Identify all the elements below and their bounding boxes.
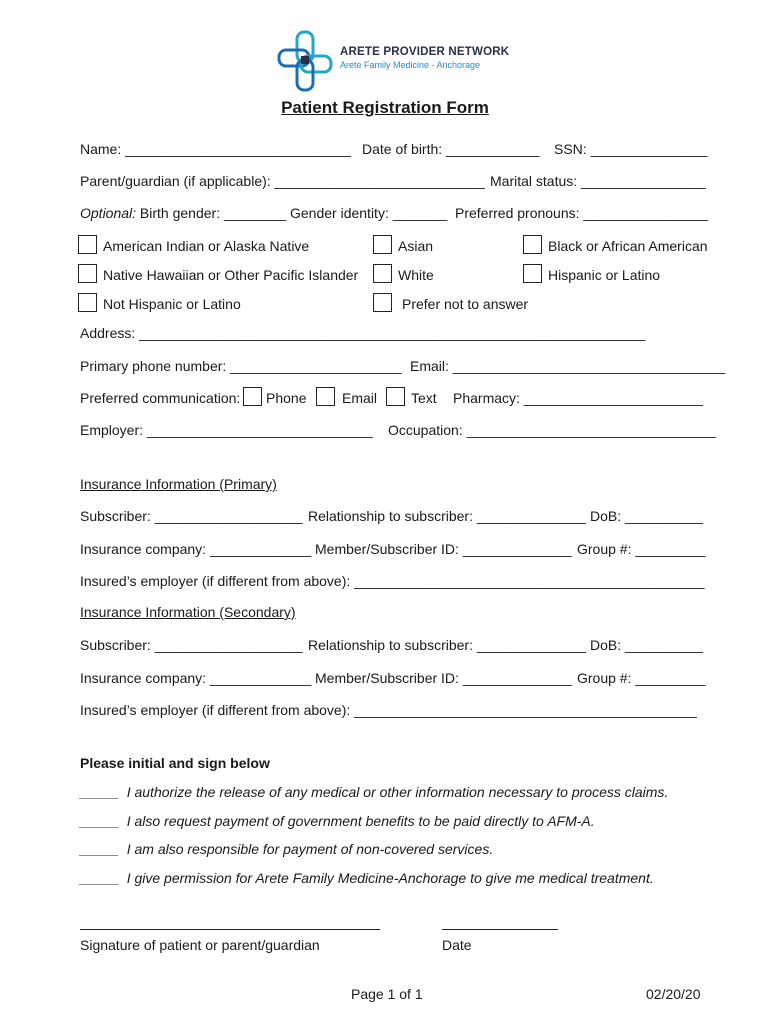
optional-label: Optional: xyxy=(80,205,137,221)
secondary-relationship-field[interactable]: Relationship to subscriber: ______________ xyxy=(308,637,586,653)
checkbox-phone[interactable] xyxy=(243,387,262,406)
label-email: Email xyxy=(342,390,378,406)
page-number: Page 1 of 1 xyxy=(351,986,423,1002)
secondary-insurance-heading: Insurance Information (Secondary) xyxy=(80,604,296,620)
checkbox-hispanic[interactable] xyxy=(523,264,542,283)
primary-insurance-heading: Insurance Information (Primary) xyxy=(80,476,277,492)
label-prefer-not: Prefer not to answer xyxy=(402,296,529,312)
label-white: White xyxy=(398,267,434,283)
marital-status-field[interactable]: Marital status: ________________ xyxy=(490,173,706,189)
checkbox-american-indian[interactable] xyxy=(78,235,97,254)
logo-name: ARETE PROVIDER NETWORK xyxy=(340,46,510,58)
email-field[interactable]: Email: ___________________________________ xyxy=(410,358,726,374)
birth-gender-field[interactable]: Birth gender: ________ xyxy=(136,205,287,221)
label-text: Text xyxy=(411,390,437,406)
consent-item[interactable]: _____ I am also responsible for payment of non-covered services. xyxy=(80,841,494,857)
secondary-employer-field[interactable]: Insured’s employer (if different from above): ____________________________________________ xyxy=(80,702,697,718)
primary-subscriber-field[interactable]: Subscriber: ___________________ xyxy=(80,508,303,524)
primary-group-field[interactable]: Group #: _________ xyxy=(577,541,706,557)
label-asian: Asian xyxy=(398,238,434,254)
label-native-hawaiian: Native Hawaiian or Other Pacific Islander xyxy=(103,267,359,283)
consent-heading: Please initial and sign below xyxy=(80,755,270,771)
checkbox-black[interactable] xyxy=(523,235,542,254)
page-title: Patient Registration Form xyxy=(281,98,489,117)
label-hispanic: Hispanic or Latino xyxy=(548,267,661,283)
date-line[interactable] xyxy=(442,929,558,930)
label-phone: Phone xyxy=(266,390,307,406)
occupation-field[interactable]: Occupation: ________________________________ xyxy=(388,422,716,438)
logo-subtitle: Arete Family Medicine - Anchorage xyxy=(340,60,481,70)
checkbox-prefer-not[interactable] xyxy=(373,293,392,312)
checkbox-text[interactable] xyxy=(386,387,405,406)
primary-member-id-field[interactable]: Member/Subscriber ID: ______________ xyxy=(315,541,572,557)
consent-item[interactable]: _____ I authorize the release of any medical or other information necessary to process claims. xyxy=(80,784,669,800)
ssn-field[interactable]: SSN: _______________ xyxy=(554,141,708,157)
checkbox-asian[interactable] xyxy=(373,235,392,254)
dob-field[interactable]: Date of birth: ____________ xyxy=(362,141,540,157)
date-label: Date xyxy=(442,937,472,953)
pronouns-field[interactable]: Preferred pronouns: ________________ xyxy=(455,205,708,221)
signature-label: Signature of patient or parent/guardian xyxy=(80,937,320,953)
gender-identity-field[interactable]: Gender identity: _______ xyxy=(290,205,448,221)
secondary-subscriber-field[interactable]: Subscriber: ___________________ xyxy=(80,637,303,653)
communication-label: Preferred communication: xyxy=(80,390,241,406)
consent-item[interactable]: _____ I give permission for Arete Family Medicine-Anchorage to give me medical treatment. xyxy=(80,870,654,886)
label-black: Black or African American xyxy=(548,238,708,254)
primary-company-field[interactable]: Insurance company: _____________ xyxy=(80,541,312,557)
secondary-company-field[interactable]: Insurance company: _____________ xyxy=(80,670,312,686)
primary-relationship-field[interactable]: Relationship to subscriber: ______________ xyxy=(308,508,586,524)
footer-date: 02/20/20 xyxy=(646,986,701,1002)
optional-row xyxy=(80,205,286,221)
checkbox-native-hawaiian[interactable] xyxy=(78,264,97,283)
pharmacy-field[interactable]: Pharmacy: _______________________ xyxy=(453,390,703,406)
arete-logo xyxy=(275,30,515,92)
consent-item[interactable]: _____ I also request payment of government benefits to be paid directly to AFM-A. xyxy=(80,813,595,829)
signature-line[interactable] xyxy=(80,929,380,930)
checkbox-email[interactable] xyxy=(316,387,335,406)
secondary-member-id-field[interactable]: Member/Subscriber ID: ______________ xyxy=(315,670,572,686)
label-american-indian: American Indian or Alaska Native xyxy=(103,238,310,254)
employer-field[interactable]: Employer: _____________________________ xyxy=(80,422,373,438)
primary-employer-field[interactable]: Insured’s employer (if different from above): _____________________________________________ xyxy=(80,573,705,589)
checkbox-white[interactable] xyxy=(373,264,392,283)
checkbox-not-hispanic[interactable] xyxy=(78,293,97,312)
secondary-group-field[interactable]: Group #: _________ xyxy=(577,670,706,686)
name-field[interactable]: Name: _____________________________ xyxy=(80,141,351,157)
cross-logo-icon xyxy=(275,30,337,92)
primary-dob-field[interactable]: DoB: __________ xyxy=(590,508,703,524)
phone-field[interactable]: Primary phone number: ______________________ xyxy=(80,358,402,374)
label-not-hispanic: Not Hispanic or Latino xyxy=(103,296,241,312)
secondary-dob-field[interactable]: DoB: __________ xyxy=(590,637,703,653)
address-field[interactable]: Address: _________________________________________________________________ xyxy=(80,325,646,341)
guardian-field[interactable]: Parent/guardian (if applicable): ___________________________ xyxy=(80,173,485,189)
